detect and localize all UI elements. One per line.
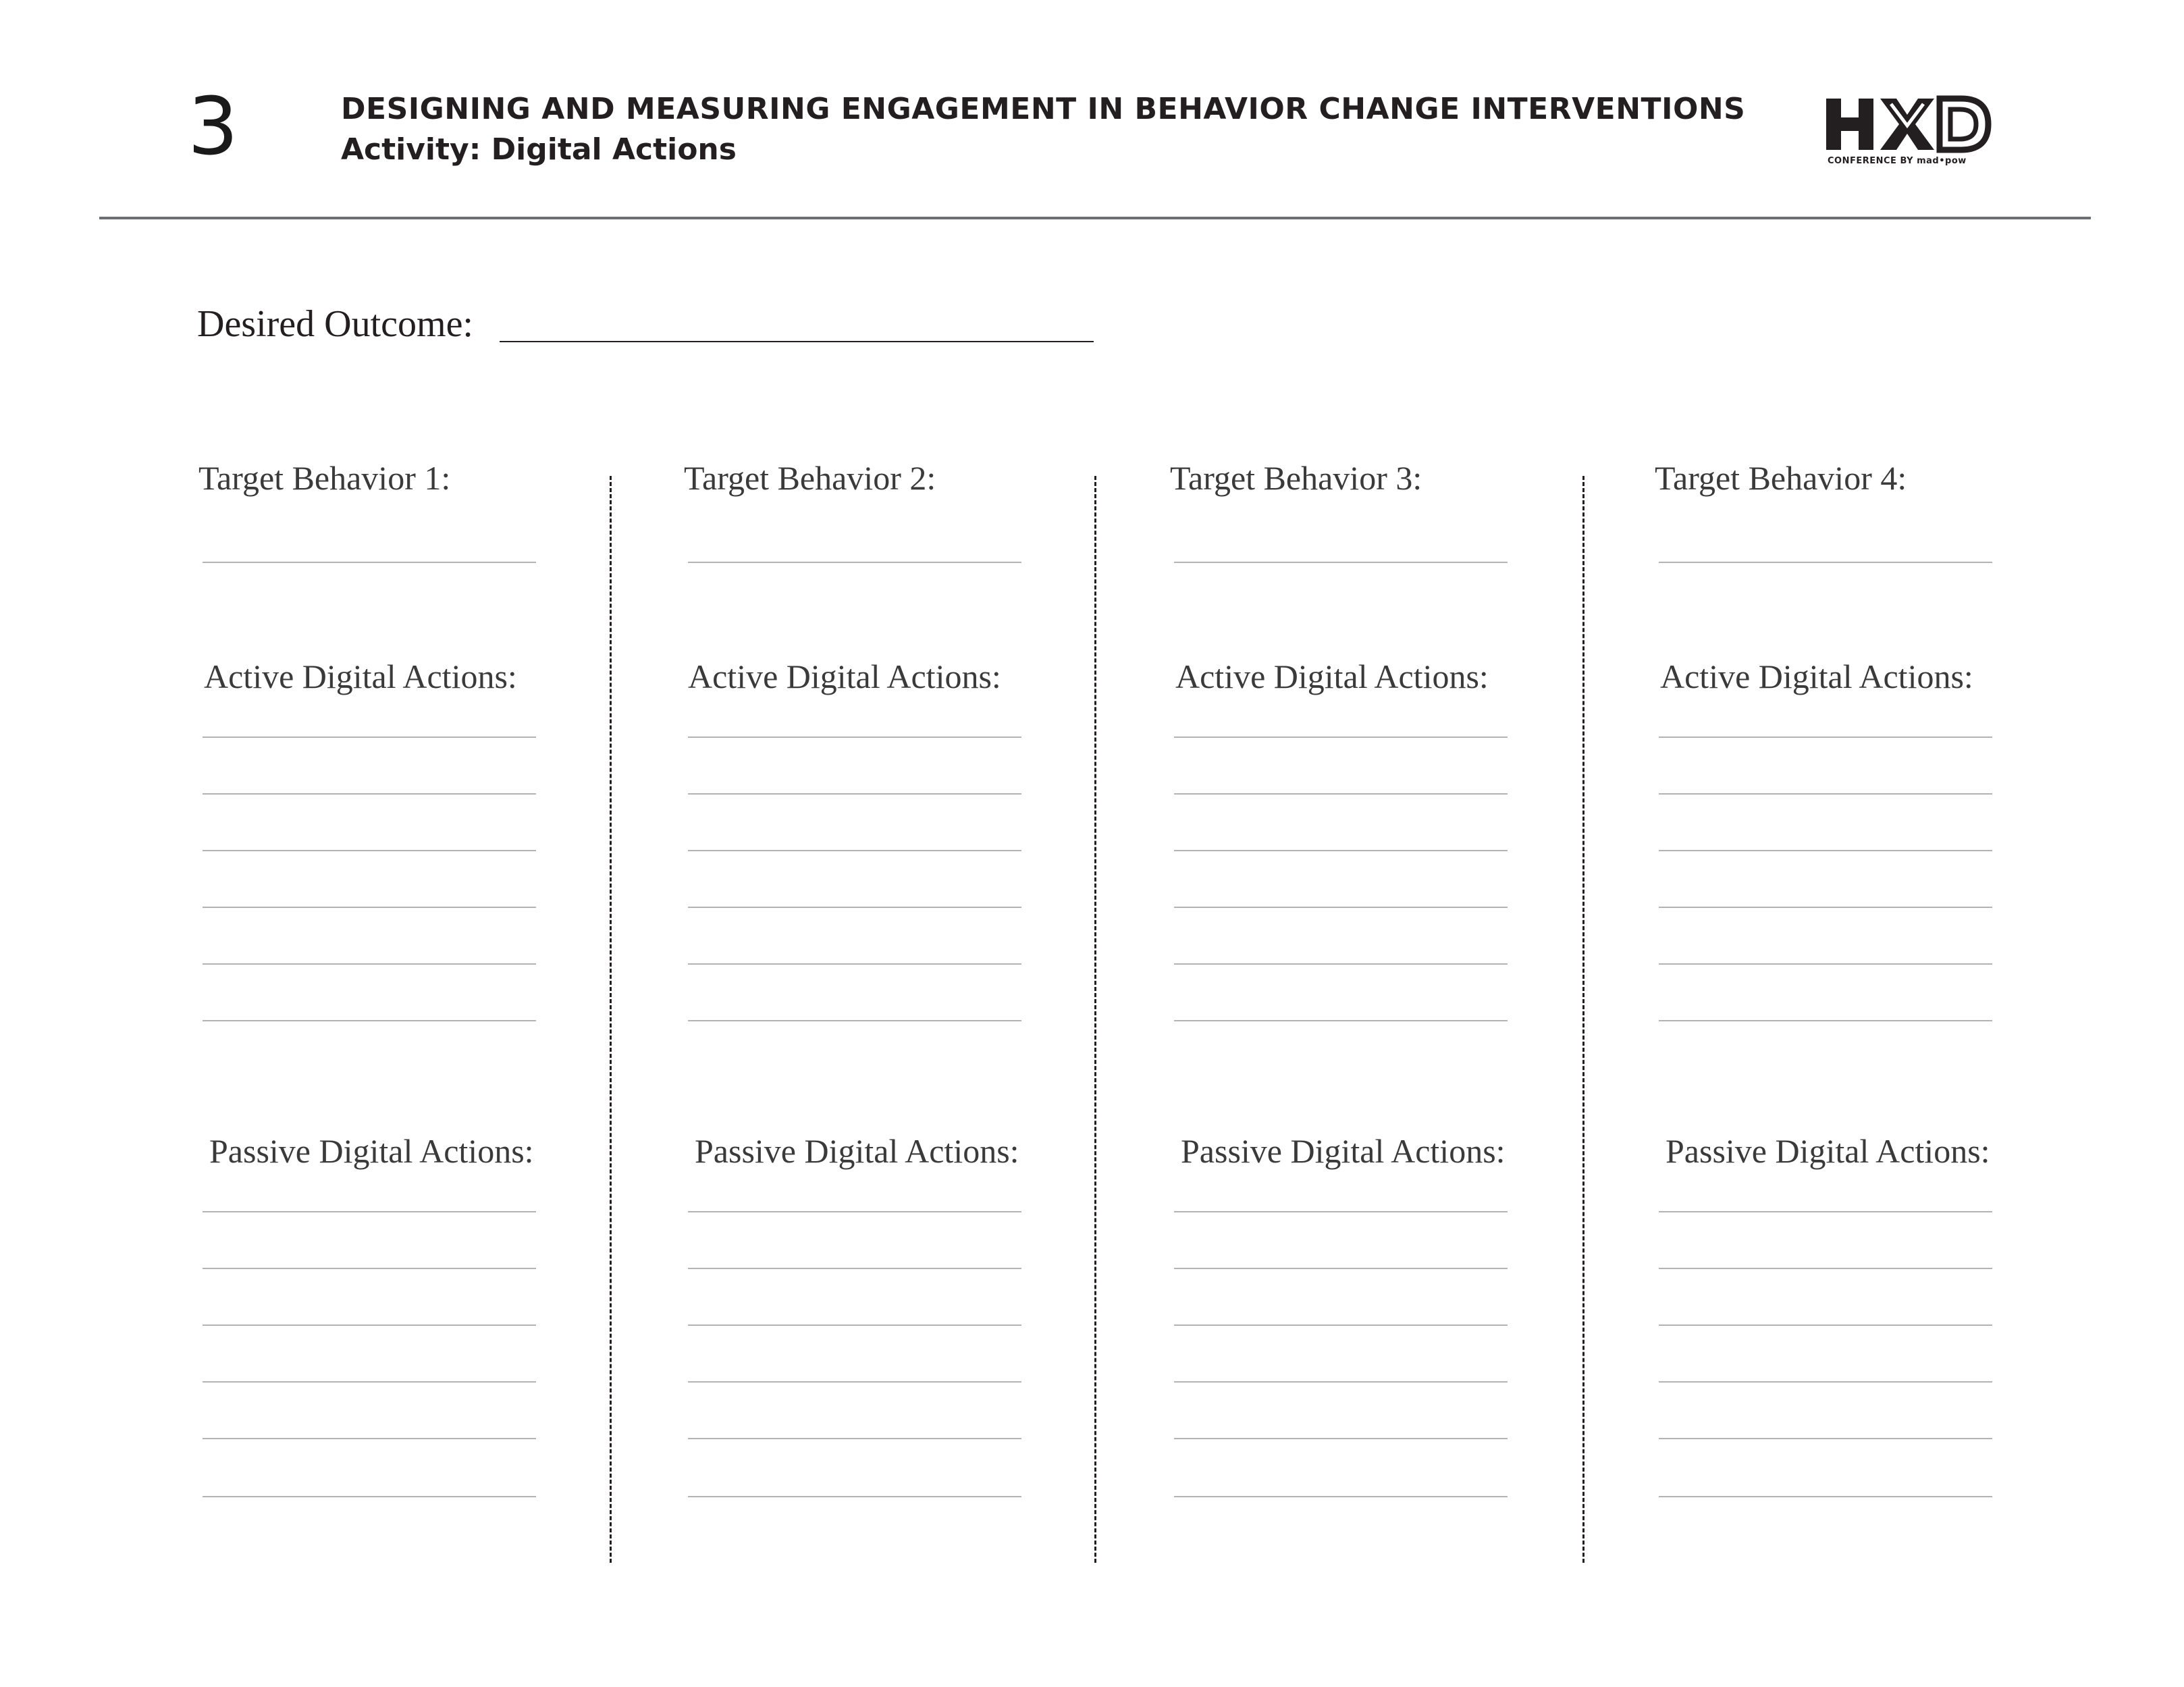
passive-actions-label: Passive Digital Actions: [209, 1132, 534, 1170]
active-action-field[interactable] [203, 850, 536, 851]
active-action-field[interactable] [1174, 1020, 1508, 1021]
logo-tagline: CONFERENCE BY mad•pow [1828, 156, 1967, 166]
column-divider [1582, 476, 1584, 1563]
passive-action-field[interactable] [688, 1381, 1021, 1383]
target-behavior-field[interactable] [203, 562, 536, 563]
active-action-field[interactable] [688, 907, 1021, 908]
passive-action-field[interactable] [203, 1324, 536, 1326]
active-action-field[interactable] [203, 1020, 536, 1021]
passive-actions-label: Passive Digital Actions: [1666, 1132, 1990, 1170]
passive-action-field[interactable] [1174, 1324, 1508, 1326]
passive-action-field[interactable] [1659, 1496, 1992, 1497]
active-actions-label: Active Digital Actions: [1660, 658, 1973, 695]
active-action-field[interactable] [1174, 907, 1508, 908]
active-action-field[interactable] [688, 963, 1021, 965]
passive-action-field[interactable] [688, 1438, 1021, 1439]
passive-action-field[interactable] [1659, 1438, 1992, 1439]
active-action-field[interactable] [1174, 850, 1508, 851]
active-action-field[interactable] [688, 1020, 1021, 1021]
passive-action-field[interactable] [688, 1268, 1021, 1269]
passive-action-field[interactable] [1174, 1381, 1508, 1383]
target-behavior-field[interactable] [1659, 562, 1992, 563]
active-action-field[interactable] [688, 850, 1021, 851]
passive-action-field[interactable] [1174, 1496, 1508, 1497]
passive-action-field[interactable] [203, 1268, 536, 1269]
active-action-field[interactable] [1174, 737, 1508, 738]
passive-action-field[interactable] [203, 1496, 536, 1497]
passive-action-field[interactable] [1659, 1268, 1992, 1269]
activity-subtitle: Activity: Digital Actions [341, 132, 737, 167]
active-action-field[interactable] [203, 737, 536, 738]
active-action-field[interactable] [1174, 963, 1508, 965]
active-action-field[interactable] [1659, 793, 1992, 795]
active-actions-label: Active Digital Actions: [204, 658, 517, 695]
target-behavior-field[interactable] [688, 562, 1021, 563]
passive-action-field[interactable] [203, 1438, 536, 1439]
target-behavior-column-1 [198, 0, 536, 1687]
passive-action-field[interactable] [1174, 1438, 1508, 1439]
target-behavior-label: Target Behavior 3: [1170, 459, 1422, 497]
passive-action-field[interactable] [203, 1381, 536, 1383]
active-action-field[interactable] [203, 793, 536, 795]
column-divider [610, 476, 612, 1563]
target-behavior-column-4 [1655, 0, 1992, 1687]
active-actions-label: Active Digital Actions: [1175, 658, 1489, 695]
active-action-field[interactable] [1659, 907, 1992, 908]
active-action-field[interactable] [1659, 1020, 1992, 1021]
desired-outcome-label: Desired Outcome: [197, 303, 473, 345]
passive-actions-label: Passive Digital Actions: [1181, 1132, 1506, 1170]
passive-action-field[interactable] [1659, 1324, 1992, 1326]
page-number: 3 [188, 80, 239, 173]
passive-action-field[interactable] [1659, 1211, 1992, 1212]
passive-action-field[interactable] [1659, 1381, 1992, 1383]
passive-action-field[interactable] [203, 1211, 536, 1212]
document-title: DESIGNING AND MEASURING ENGAGEMENT IN BEHAVIOR CHANGE INTERVENTIONS [341, 92, 1746, 126]
active-action-field[interactable] [1659, 963, 1992, 965]
passive-action-field[interactable] [688, 1211, 1021, 1212]
target-behavior-column-2 [684, 0, 1021, 1687]
active-action-field[interactable] [1659, 850, 1992, 851]
active-actions-label: Active Digital Actions: [688, 658, 1001, 695]
active-action-field[interactable] [688, 737, 1021, 738]
passive-action-field[interactable] [688, 1324, 1021, 1326]
column-divider [1094, 476, 1096, 1563]
target-behavior-label: Target Behavior 2: [684, 459, 936, 497]
target-behavior-field[interactable] [1174, 562, 1508, 563]
active-action-field[interactable] [203, 963, 536, 965]
passive-action-field[interactable] [1174, 1268, 1508, 1269]
target-behavior-label: Target Behavior 1: [198, 459, 451, 497]
passive-action-field[interactable] [1174, 1211, 1508, 1212]
active-action-field[interactable] [203, 907, 536, 908]
active-action-field[interactable] [1174, 793, 1508, 795]
target-behavior-label: Target Behavior 4: [1655, 459, 1907, 497]
active-action-field[interactable] [688, 793, 1021, 795]
passive-action-field[interactable] [688, 1496, 1021, 1497]
active-action-field[interactable] [1659, 737, 1992, 738]
passive-actions-label: Passive Digital Actions: [695, 1132, 1019, 1170]
target-behavior-column-3 [1170, 0, 1508, 1687]
